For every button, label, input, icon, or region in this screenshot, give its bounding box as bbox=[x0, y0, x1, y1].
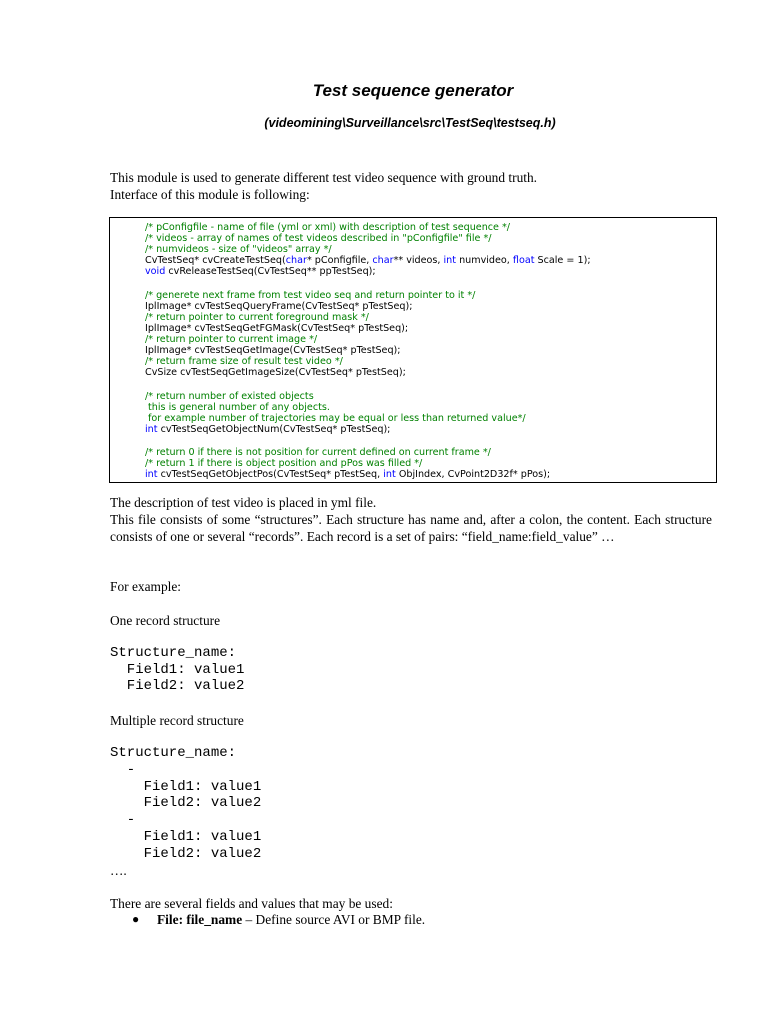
document-title: Test sequence generator bbox=[312, 81, 514, 100]
bullet-icon: ● bbox=[132, 912, 140, 926]
code-line: CvTestSeq* cvCreateTestSeq(char* pConfigfile, char** videos, int numvideo, float Scale = 1); bbox=[145, 255, 591, 266]
bullet-term: File: file_name bbox=[157, 912, 243, 927]
bullet-description: – Define source AVI or BMP file. bbox=[242, 912, 426, 927]
code-comment: /* return 0 if there is not position for current defined on current frame */ bbox=[145, 447, 491, 458]
intro-line-1: This module is used to generate different test video sequence with ground truth. bbox=[110, 170, 538, 185]
description-paragraph: This file consists of some “structures”. Each structure has name and, after a colon, the content. Each structure consists of one or several “records”. Each record is a set of pairs: “field_name:field_value” … bbox=[110, 512, 712, 544]
for-example-label: For example: bbox=[110, 579, 182, 594]
ellipsis: …. bbox=[110, 863, 127, 878]
code-line: int cvTestSeqGetObjectNum(CvTestSeq* pTestSeq); bbox=[145, 424, 391, 435]
code-comment: /* pConfigfile - name of file (yml or xml) with description of test sequence */ bbox=[145, 222, 511, 233]
code-comment: /* videos - array of names of test videos described in "pConfigfile" file */ bbox=[145, 233, 492, 244]
intro-line-2: Interface of this module is following: bbox=[110, 187, 310, 202]
fields-intro: There are several fields and values that may be used: bbox=[110, 896, 393, 911]
multi-record-label: Multiple record structure bbox=[110, 713, 244, 728]
code-comment: /* return pointer to current foreground mask */ bbox=[145, 312, 369, 323]
code-line: IplImage* cvTestSeqQueryFrame(CvTestSeq* pTestSeq); bbox=[145, 301, 413, 312]
code-box bbox=[109, 217, 717, 483]
code-line: int cvTestSeqGetObjectPos(CvTestSeq* pTestSeq, int ObjIndex, CvPoint2D32f* pPos); bbox=[145, 469, 551, 480]
code-comment: /* return 1 if there is object position and pPos was filled */ bbox=[145, 458, 423, 469]
code-line: IplImage* cvTestSeqGetImage(CvTestSeq* pTestSeq); bbox=[145, 345, 401, 356]
code-comment: /* numvideos - size of "videos" array */ bbox=[145, 244, 332, 255]
code-comment: /* return frame size of result test video */ bbox=[145, 356, 343, 367]
one-record-code: Structure_name: Field1: value1 Field2: value2 bbox=[110, 645, 245, 694]
code-line: void cvReleaseTestSeq(CvTestSeq** ppTestSeq); bbox=[145, 266, 376, 277]
multi-record-code: Structure_name: - Field1: value1 Field2: value2 - Field1: value1 Field2: value2 bbox=[110, 745, 262, 862]
code-comment: for example number of trajectories may be equal or less than returned value*/ bbox=[145, 413, 526, 424]
code-comment: /* return number of existed objects bbox=[145, 391, 314, 402]
code-comment: /* return pointer to current image */ bbox=[145, 334, 318, 345]
one-record-label: One record structure bbox=[110, 613, 221, 628]
code-comment: this is general number of any objects. bbox=[145, 402, 330, 413]
code-line: IplImage* cvTestSeqGetFGMask(CvTestSeq* pTestSeq); bbox=[145, 323, 409, 334]
code-line: CvSize cvTestSeqGetImageSize(CvTestSeq* pTestSeq); bbox=[145, 367, 406, 378]
description-line-1: The description of test video is placed in yml file. bbox=[110, 495, 377, 510]
document-subtitle: (videomining\Surveillance\src\TestSeq\testseq.h) bbox=[264, 116, 556, 130]
code-comment: /* generete next frame from test video seq and return pointer to it */ bbox=[145, 290, 476, 301]
